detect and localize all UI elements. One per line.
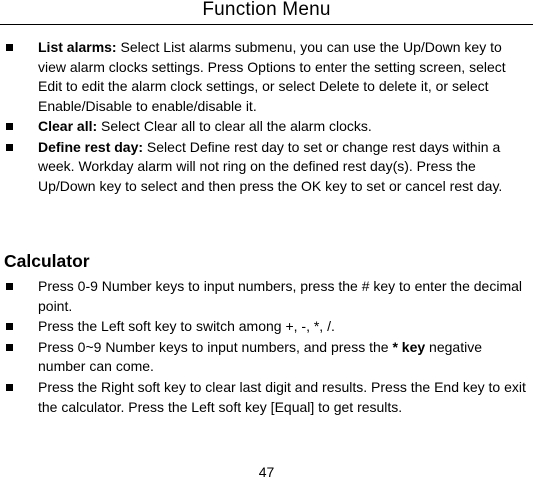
section-heading-calculator: Calculator xyxy=(4,251,90,271)
header-divider xyxy=(0,24,533,25)
list-item-input-numbers xyxy=(0,277,533,316)
square-bullet-icon xyxy=(6,123,13,130)
square-bullet-icon xyxy=(6,283,13,290)
page-number: 47 xyxy=(258,464,275,480)
list-item-define-rest-day xyxy=(0,138,533,197)
item-term: List alarms: xyxy=(38,39,117,55)
list-item-clear-and-exit xyxy=(0,378,533,417)
item-term: Clear all: xyxy=(38,118,98,135)
item-description: Select Define rest day to set or change rest days within a week. Workday alarm will not ring on the defined rest day(s). Press the Up/Down key to select and then press the OK key to set or cancel rest day. xyxy=(38,138,503,194)
item-description: Press the Left soft key to switch among +, -, *, /. xyxy=(38,318,335,335)
item-term: Define rest day: xyxy=(38,138,144,155)
square-bullet-icon xyxy=(6,323,13,330)
item-description-end: negative number can come. xyxy=(38,338,482,375)
list-item-clear-all xyxy=(0,117,533,137)
item-description: Press 0-9 Number keys to input numbers, press the # key to enter the decimal point. xyxy=(38,278,523,314)
item-description: Select Clear all to clear all the alarm clocks. xyxy=(97,118,372,135)
square-bullet-icon xyxy=(6,344,13,351)
list-item-negative-number xyxy=(0,338,533,377)
item-description: Select List alarms submenu, you can use the Up/Down key to view alarm clocks settings. Press Options to enter the setting screen, select Edit to edit the alarm clock settings, or select Delete to delete it, or select Enable/Disable to enable/disable it. xyxy=(38,39,506,114)
item-description: Press the Right soft key to clear last digit and results. Press the End key to exit the calculator. Press the Left soft key [Equal] to get results. xyxy=(38,379,526,415)
page-header xyxy=(0,0,533,24)
page-title: Function Menu xyxy=(202,0,331,20)
list-item-switch-operators xyxy=(0,317,533,337)
alarm-options-list xyxy=(0,38,533,198)
square-bullet-icon xyxy=(6,144,13,151)
list-item-list-alarms xyxy=(0,38,533,116)
calculator-instructions-list xyxy=(0,277,533,418)
item-description-start: Press 0~9 Number keys to input numbers, and press the xyxy=(38,338,393,355)
square-bullet-icon xyxy=(6,384,13,391)
item-key-term: * key xyxy=(392,338,426,355)
square-bullet-icon xyxy=(6,44,13,51)
